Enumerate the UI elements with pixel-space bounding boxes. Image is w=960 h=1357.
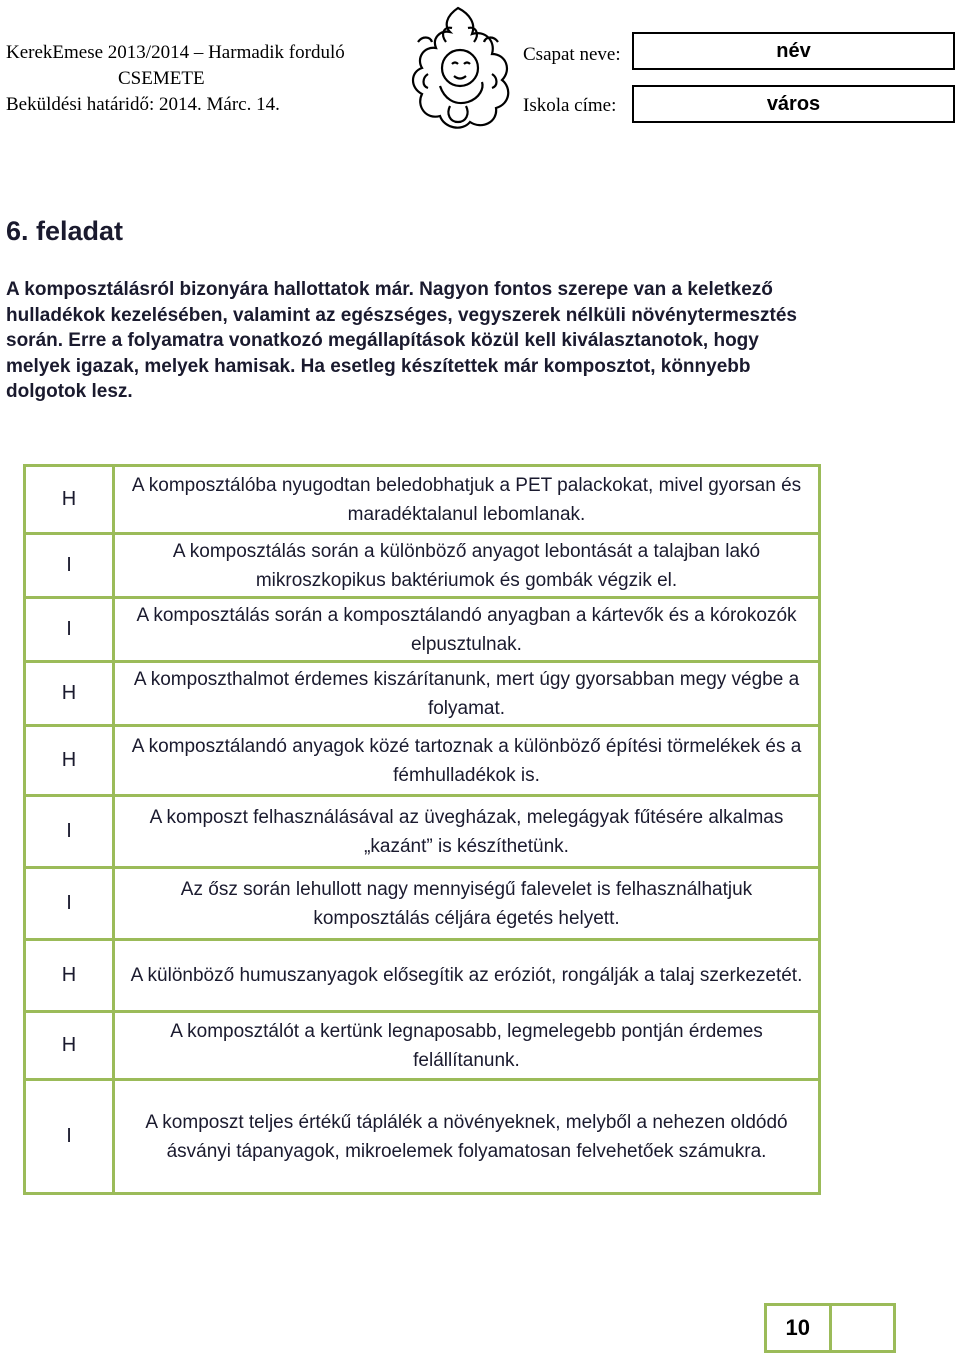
statement-text: A komposztálandó anyagok közé tartoznak a különböző építési törmelékek és a fémhulladékok is.: [114, 726, 820, 796]
statement-text: A komposzt felhasználásával az üvegházak, melegágyak fűtésére alkalmas „kazánt” is készíthetünk.: [114, 796, 820, 868]
header-info: [6, 40, 345, 118]
school-address-label: Iskola címe:: [523, 95, 617, 116]
answer-cell[interactable]: I: [25, 796, 114, 868]
statement-text: A komposzt teljes értékű táplálék a növényeknek, melyből a nehezen oldódó ásványi tápanyagok, mikroelemek folyamatosan felvehetőek számukra.: [114, 1080, 820, 1194]
category-name: CSEMETE: [118, 68, 205, 89]
answer-cell[interactable]: H: [25, 466, 114, 534]
table-row: [25, 598, 820, 662]
school-address-field[interactable]: város: [632, 85, 955, 123]
table-row: [25, 796, 820, 868]
answer-cell[interactable]: I: [25, 1080, 114, 1194]
deadline: Beküldési határidő: 2014. Márc. 14.: [6, 94, 280, 115]
statement-text: A komposztálás során a komposztálandó anyagban a kártevők és a kórokozók elpusztulnak.: [114, 598, 820, 662]
statements-table: [23, 464, 821, 1195]
table-row: [25, 466, 820, 534]
max-points: 10: [785, 1315, 810, 1340]
table-row: [25, 1080, 820, 1194]
table-row: [25, 1012, 820, 1080]
statement-text: Az ősz során lehullott nagy mennyiségű falevelet is felhasználhatjuk komposztálás céljára égetés helyett.: [114, 868, 820, 940]
statement-text: A komposztálóba nyugodtan beledobhatjuk a PET palackokat, mivel gyorsan és maradéktalanul lebomlanak.: [114, 466, 820, 534]
answer-cell[interactable]: H: [25, 662, 114, 726]
answer-cell[interactable]: H: [25, 726, 114, 796]
statement-text: A különböző humuszanyagok elősegítik az eróziót, rongálják a talaj szerkezetét.: [114, 940, 820, 1012]
table-row: [25, 868, 820, 940]
team-name-label: Csapat neve:: [523, 44, 621, 65]
answer-cell[interactable]: I: [25, 868, 114, 940]
kerekemese-logo: [388, 2, 528, 140]
task-title: 6. feladat: [6, 216, 124, 246]
competition-title: KerekEmese 2013/2014 – Harmadik forduló: [6, 42, 345, 63]
statement-text: A komposztálás során a különböző anyagot lebontását a talajban lakó mikroszkopikus baktériumok és gombák végzik el.: [114, 534, 820, 598]
table-row: [25, 534, 820, 598]
statement-text: A komposztálót a kertünk legnaposabb, legmelegebb pontján érdemes felállítanunk.: [114, 1012, 820, 1080]
answer-cell[interactable]: H: [25, 940, 114, 1012]
statement-text: A komposzthalmot érdemes kiszárítanunk, mert úgy gyorsabban megy végbe a folyamat.: [114, 662, 820, 726]
earned-points-field[interactable]: [829, 1306, 894, 1350]
table-row: [25, 726, 820, 796]
score-box: [764, 1303, 896, 1353]
team-name-field[interactable]: név: [632, 32, 955, 70]
table-row: [25, 662, 820, 726]
table-row: [25, 940, 820, 1012]
answer-cell[interactable]: H: [25, 1012, 114, 1080]
answer-cell[interactable]: I: [25, 598, 114, 662]
task-intro: A komposztálásról bizonyára hallottatok már. Nagyon fontos szerepe van a keletkező hulladékok kezelésében, valamint az egészséges, vegyszerek nélküli növénytermesztés során. Erre a folyamatra vonatkozó megállapítások közül kell kiválasztanotok, hogy melyek igazak, melyek hamisak. Ha esetleg készítettek már komposztot, könnyebb dolgotok lesz.: [6, 279, 797, 402]
answer-cell[interactable]: I: [25, 534, 114, 598]
